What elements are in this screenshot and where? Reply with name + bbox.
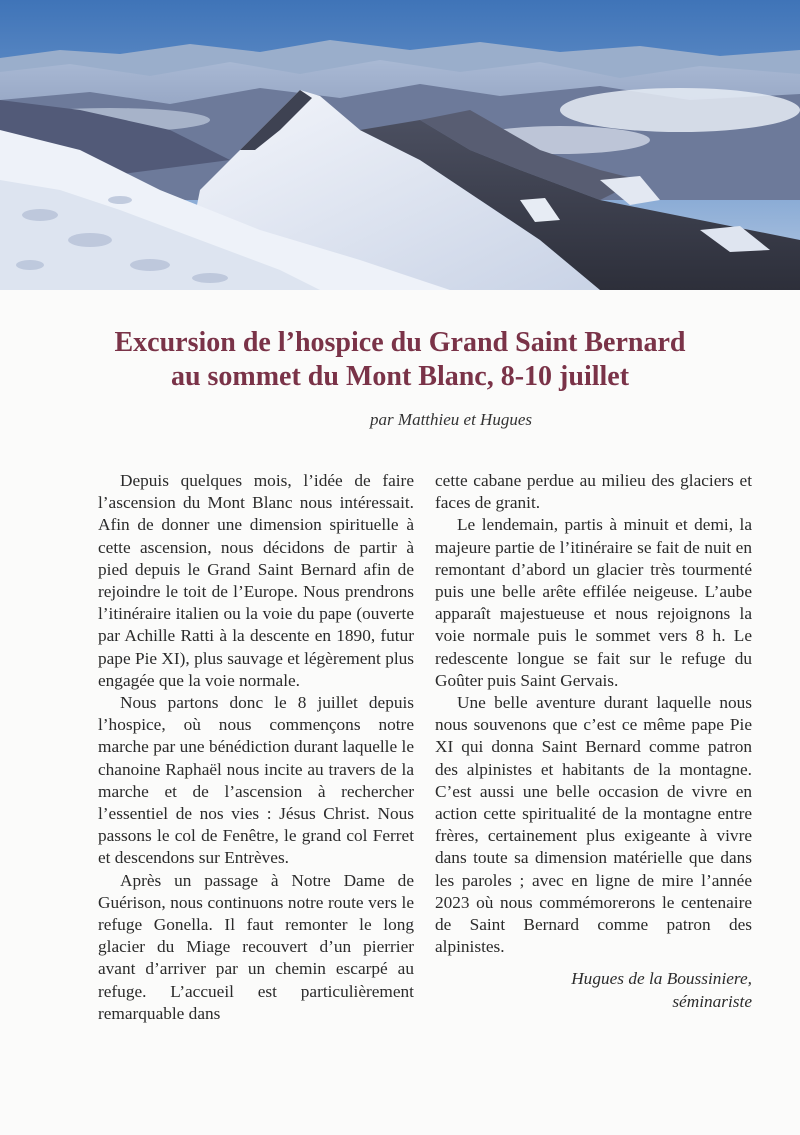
text-column-right — [435, 470, 752, 1013]
article-byline: par Matthieu et Hugues — [370, 410, 532, 429]
article-title-line-1: Excursion de l’hospice du Grand Saint Bernard — [114, 327, 686, 358]
signature-role: séminariste — [672, 991, 752, 1011]
paragraph: Une belle aventure durant laquelle nous nous souvenons que c’est ce même pape Pie XI qui donna Saint Bernard comme patron des alpinistes et habitants de la montagne. C’est aussi une belle occasion de vivre en action cette spiritualité de la montagne entre frères, certainement plus exigeante à vivre dans toute sa dimension matérielle que dans les paroles ; avec en ligne de mire l’année 2023 où nous commémorerons le centenaire de Saint Bernard comme patron des alpinistes. — [435, 693, 752, 957]
mountain-panorama-photo — [0, 0, 800, 290]
signature-name: Hugues de la Boussiniere, — [571, 969, 752, 989]
article-title-line-2: au sommet du Mont Blanc, 8-10 juillet — [170, 361, 630, 392]
signature — [435, 968, 752, 1012]
text-column-left — [98, 470, 414, 1025]
paragraph: Nous partons donc le 8 juillet depuis l’hospice, où nous commençons notre marche par une bénédiction durant laquelle le chanoine Raphaël nous incite au travers de la marche et de l’ascension à rechercher l’essentiel de nos vies : Jésus Christ. Nous passons le col de Fenêtre, le grand col Ferret et descendons sur Entrèves. — [98, 693, 414, 868]
paragraph: Le lendemain, partis à minuit et demi, la majeure partie de l’itinéraire se fait de nuit en remontant d’abord un glacier très tourmenté puis une belle arête effilée neigeuse. L’aube apparaît majestueuse et nous rejoignons la voie normale puis le sommet vers 8 h. Le redescente longue se fait sur le refuge du Goûter puis Saint Gervais. — [435, 515, 752, 690]
article-title — [0, 326, 800, 394]
paragraph: Depuis quelques mois, l’idée de faire l’ascension du Mont Blanc nous intéressait. Afin de donner une dimension spirituelle à cette ascension, nous décidons de partir à pied depuis le Grand Saint Bernard afin de rejoindre le toit de l’Europe. Nous prendrons l’itinéraire italien ou la voie du pape (ouverte par Achille Ratti à la descente en 1890, futur pape Pie XI), plus sauvage et légèrement plus engagée que la voie normale. — [98, 471, 414, 690]
paragraph-continuation: cette cabane perdue au milieu des glaciers et faces de granit. — [435, 471, 752, 513]
paragraph: Après un passage à Notre Dame de Guérison, nous continuons notre route vers le refuge Gonella. Il faut remonter le long glacier du Miage recouvert d’un pierrier avant d’arriver par un chemin escarpé au refuge. L’accueil est particulièrement remarquable dans — [98, 870, 414, 1023]
